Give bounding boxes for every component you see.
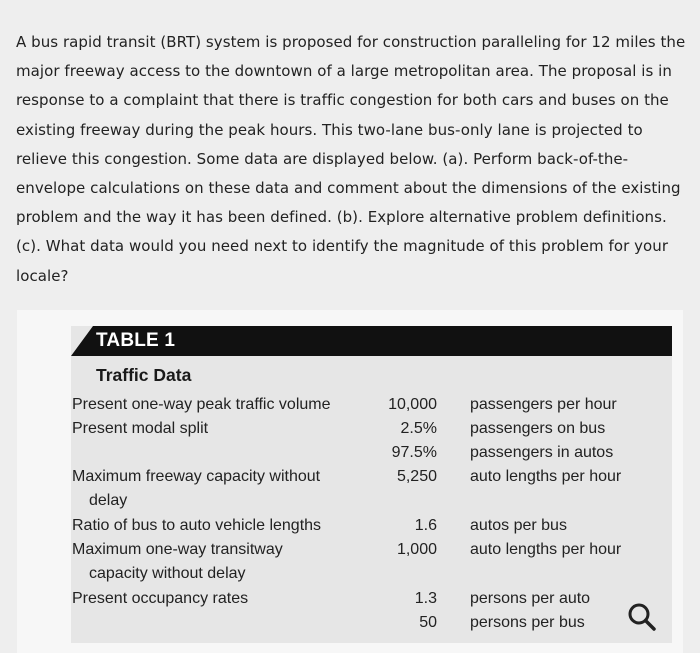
row-label-continued: capacity without delay [89,565,246,582]
question-text: A bus rapid transit (BRT) system is proposed for construction paralleling for 12 miles the major freeway access to the downtown of a large metropolitan area. The proposal is in response to a complaint that there is traffic congestion for both cars and buses on the existing freeway during the peak hours. This two-lane bus-only lane is projected to relieve this congestion. Some data are displayed below. (a). Perform back-of-the-envelope calculations on these data and comment about the dimensions of the existing problem and the way it has been defined. (b). Explore alternative problem definitions. (c). What data would you need next to identify the magnitude of this problem for your locale? [16,33,686,285]
table-subtitle: Traffic Data [96,365,192,385]
header-notch [71,326,93,356]
row-value: 97.5% [391,444,437,461]
row-unit: auto lengths per hour [470,541,622,558]
row-label: Present occupancy rates [72,590,249,607]
row-unit: auto lengths per hour [470,468,622,485]
row-value: 50 [419,614,437,631]
row-value: 10,000 [388,396,437,413]
row-value: 2.5% [400,420,437,437]
row-unit: persons per bus [470,614,585,631]
search-icon[interactable] [625,600,659,634]
traffic-data-table [71,326,672,643]
row-unit: passengers per hour [470,396,617,413]
row-value: 1.3 [414,590,437,607]
row-label: Ratio of bus to auto vehicle lengths [72,517,322,534]
row-value: 1,000 [396,541,437,558]
row-unit: autos per bus [470,517,567,534]
row-unit: persons per auto [470,590,591,607]
table-title: TABLE 1 [96,330,176,351]
table-header-bar [71,326,672,356]
row-label: Present one-way peak traffic volume [72,396,331,413]
row-label-continued: delay [89,492,128,509]
row-value: 5,250 [396,468,437,485]
row-unit: passengers on bus [470,420,606,437]
row-unit: passengers in autos [470,444,614,461]
row-value: 1.6 [414,517,437,534]
row-label: Present modal split [72,420,209,437]
row-label: Maximum one-way transitway [72,541,283,558]
table-image-card [17,310,683,653]
row-label: Maximum freeway capacity without [72,468,321,485]
